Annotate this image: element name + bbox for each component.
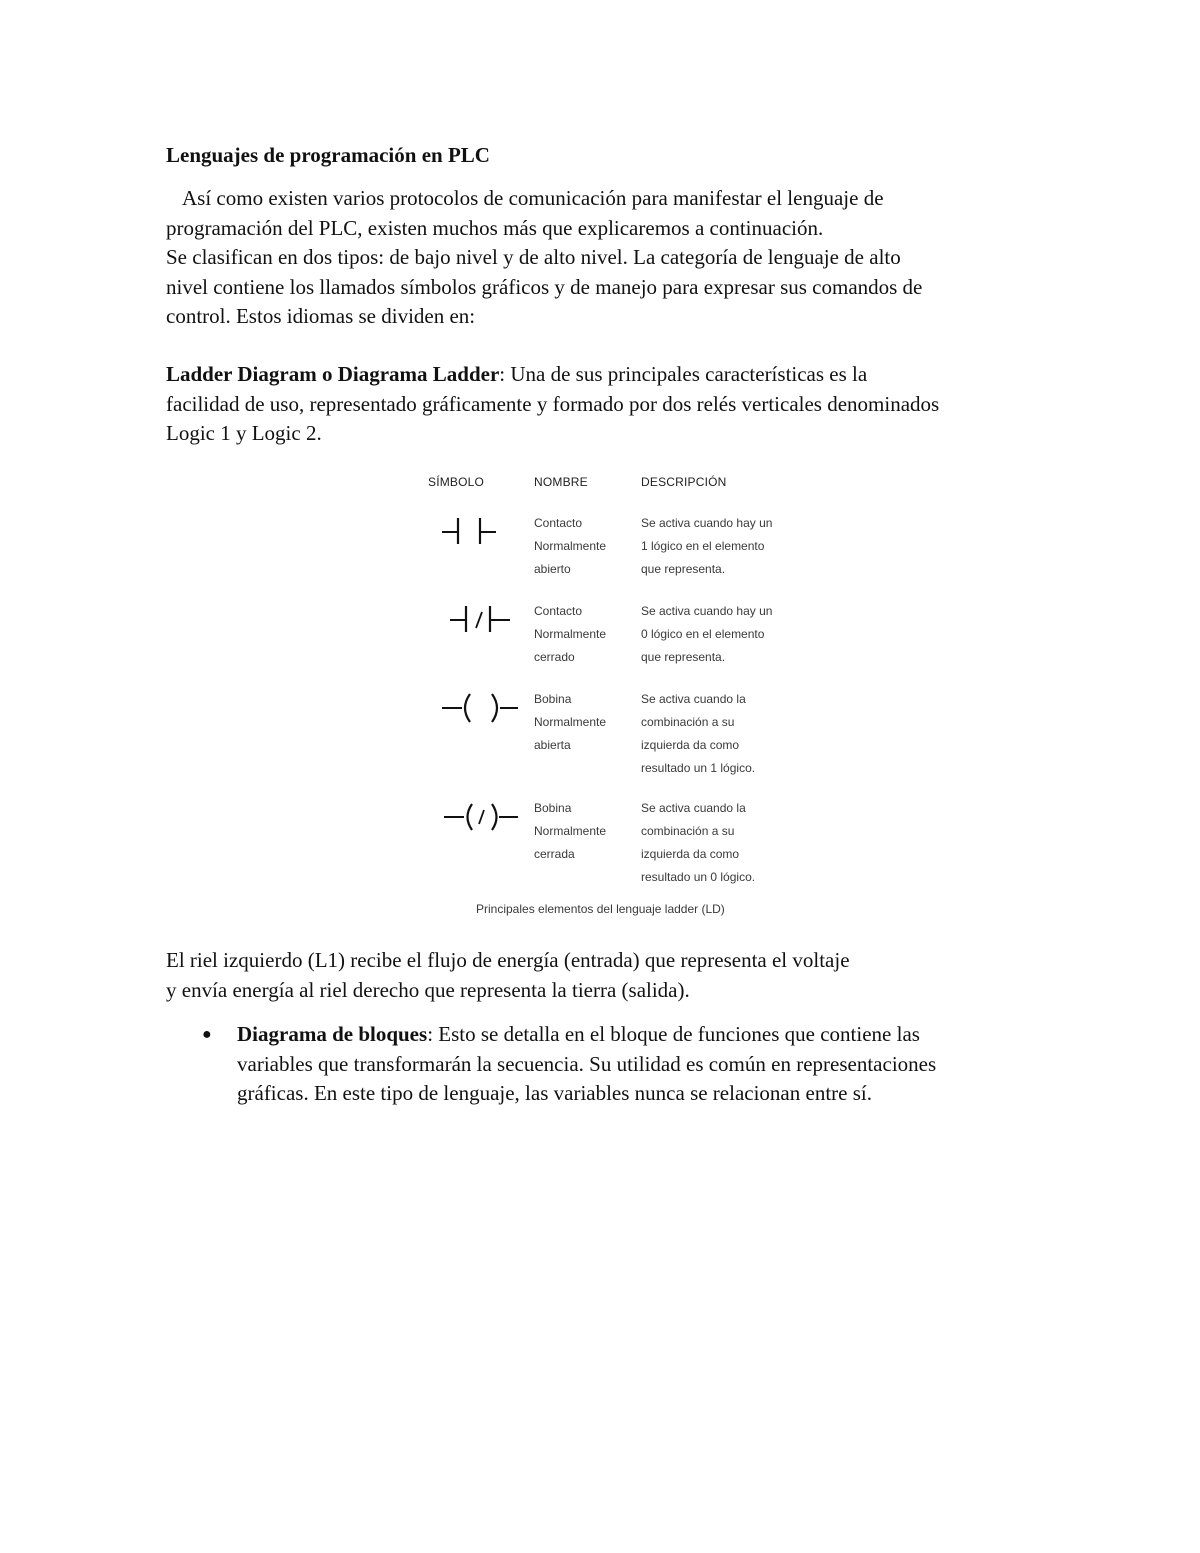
description-line: combinación a su	[641, 715, 735, 729]
description-line: izquierda da como	[641, 738, 740, 752]
ladder-paragraph	[166, 360, 1046, 449]
ladder-line	[166, 360, 1046, 390]
ladder-line-rest: : Una de sus principales características es la	[499, 362, 868, 386]
name-line: Normalmente	[534, 539, 607, 553]
element-description	[641, 797, 801, 889]
description-line: Se activa cuando hay un	[641, 604, 773, 618]
name-line: Normalmente	[534, 824, 607, 838]
intro-paragraph	[166, 184, 1046, 332]
intro-line: control. Estos idiomas se dividen en:	[166, 304, 476, 328]
description-line: izquierda da como	[641, 847, 740, 861]
intro-line: programación del PLC, existen muchos más que explicaremos a continuación.	[166, 215, 824, 240]
rails-line: y envía energía al riel derecho que representa la tierra (salida).	[166, 977, 690, 1002]
name-line: abierto	[534, 562, 571, 576]
normally-open-coil-icon	[428, 688, 518, 728]
normally-closed-coil-icon	[428, 797, 518, 837]
name-line: Normalmente	[534, 627, 607, 641]
description-line: resultado un 0 lógico.	[641, 870, 756, 884]
name-line: Bobina	[534, 692, 572, 706]
ladder-line: Logic 1 y Logic 2.	[166, 421, 322, 445]
list-item	[166, 1020, 1046, 1109]
normally-open-contact-icon	[428, 512, 518, 552]
element-name	[534, 512, 634, 581]
intro-line: nivel contiene los llamados símbolos gráficos y de manejo para expresar sus comandos de	[166, 274, 923, 299]
description-line: Se activa cuando la	[641, 692, 746, 706]
name-line: Normalmente	[534, 715, 607, 729]
name-line: cerrado	[534, 650, 575, 664]
name-line: abierta	[534, 738, 571, 752]
description-line: 0 lógico en el elemento	[641, 627, 765, 641]
bullet-line	[237, 1020, 1046, 1050]
figure-caption: Principales elementos del lenguaje ladder (LD)	[476, 902, 725, 916]
figure-header-description: DESCRIPCIÓN	[641, 475, 727, 489]
bullet-term: Diagrama de bloques	[237, 1022, 428, 1046]
description-line: Se activa cuando hay un	[641, 516, 773, 530]
description-line: que representa.	[641, 562, 726, 576]
name-line: cerrada	[534, 847, 575, 861]
name-line: Contacto	[534, 516, 583, 530]
intro-line: Así como existen varios protocolos de comunicación para manifestar el lenguaje de	[182, 186, 884, 210]
bullet-icon: ●	[202, 1026, 212, 1043]
figure-header-symbol: SÍMBOLO	[428, 475, 485, 489]
name-line: Bobina	[534, 801, 572, 815]
description-line: resultado un 1 lógico.	[641, 761, 756, 775]
page-title: Lenguajes de programación en PLC	[166, 143, 490, 167]
rails-paragraph	[166, 946, 1046, 1005]
name-line: Contacto	[534, 604, 583, 618]
element-name	[534, 797, 634, 866]
ladder-elements-figure	[418, 470, 798, 922]
figure-header-name: NOMBRE	[534, 475, 588, 489]
rails-line: El riel izquierdo (L1) recibe el flujo de energía (entrada) que representa el voltaje	[166, 948, 850, 972]
bullet-line: variables que transformarán la secuencia. Su utilidad es común en representaciones	[237, 1051, 937, 1076]
element-name	[534, 600, 634, 669]
description-line: Se activa cuando la	[641, 801, 746, 815]
ladder-term: Ladder Diagram o Diagrama Ladder	[166, 362, 500, 386]
intro-line: Se clasifican en dos tipos: de bajo nivel y de alto nivel. La categoría de lenguaje de alto	[166, 245, 901, 269]
element-description	[641, 512, 801, 581]
description-line: combinación a su	[641, 824, 735, 838]
description-line: 1 lógico en el elemento	[641, 539, 765, 553]
ladder-line: facilidad de uso, representado gráficamente y formado por dos relés verticales denominados	[166, 391, 940, 416]
element-description	[641, 600, 801, 669]
element-name	[534, 688, 634, 757]
bullet-line: gráficas. En este tipo de lenguaje, las variables nunca se relacionan entre sí.	[237, 1081, 872, 1105]
description-line: que representa.	[641, 650, 726, 664]
normally-closed-contact-icon	[428, 600, 518, 640]
element-description	[641, 688, 801, 780]
bullet-line-rest: : Esto se detalla en el bloque de funciones que contiene las	[427, 1022, 920, 1046]
bullet-list	[166, 1020, 1046, 1109]
